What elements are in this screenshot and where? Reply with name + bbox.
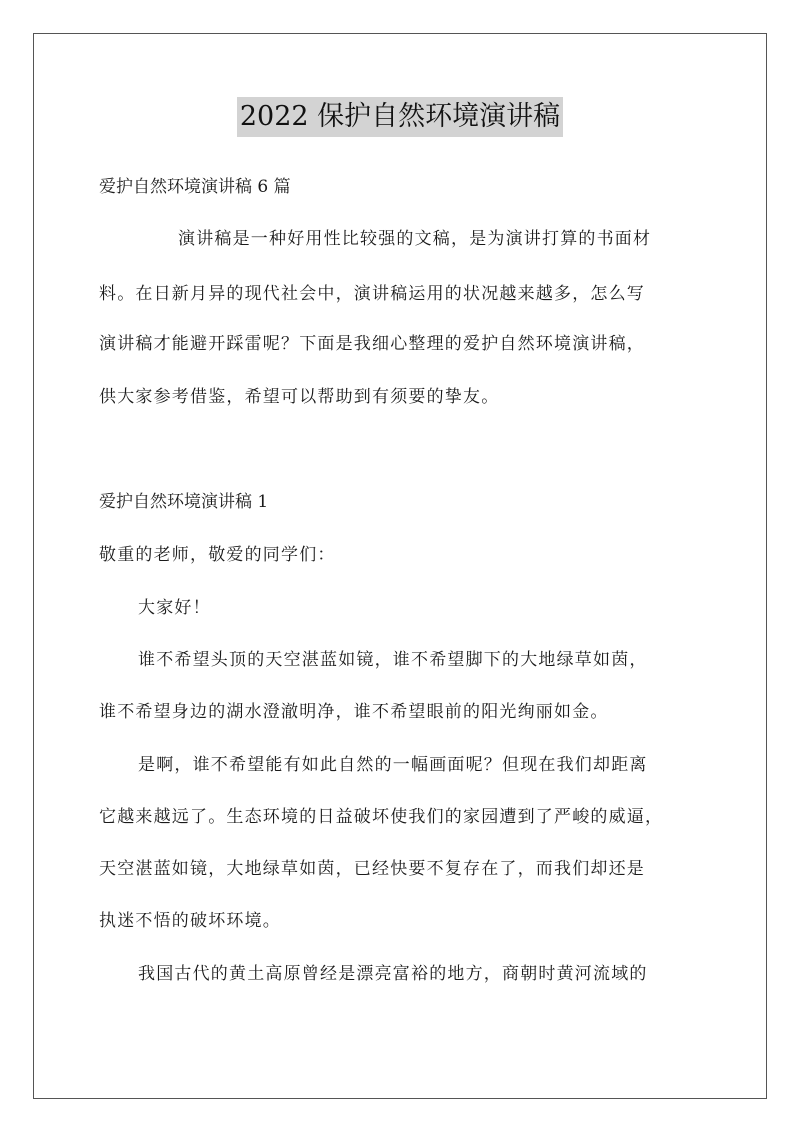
paragraph-line: 执迷不悟的破坏环境。 [99,911,281,931]
greeting: 大家好！ [138,598,211,618]
paragraph-line: 谁不希望头顶的天空湛蓝如镜，谁不希望脚下的大地绿草如茵， [138,650,648,670]
title-container [0,97,800,137]
paragraph-line: 谁不希望身边的湖水澄澈明净，谁不希望眼前的阳光绚丽如金。 [99,702,609,722]
intro-line: 演讲稿是一种好用性比较强的文稿，是为演讲打算的书面材 [178,229,652,249]
intro-line: 演讲稿才能避开踩雷呢？下面是我细心整理的爱护自然环境演讲稿， [99,334,645,354]
paragraph-line: 天空湛蓝如镜，大地绿草如茵，已经快要不复存在了，而我们却还是 [99,859,645,879]
section-heading: 爱护自然环境演讲稿 1 [99,492,269,512]
salutation: 敬重的老师，敬爱的同学们： [99,545,336,565]
paragraph-line: 它越来越远了。生态环境的日益破坏使我们的家园遭到了严峻的威逼， [99,807,664,827]
document-title: 2022 保护自然环境演讲稿 [237,97,563,137]
document-subtitle: 爱护自然环境演讲稿 6 篇 [99,177,291,197]
paragraph-line: 我国古代的黄土高原曾经是漂亮富裕的地方，商朝时黄河流域的 [138,964,648,984]
paragraph-line: 是啊，谁不希望能有如此自然的一幅画面呢？但现在我们却距离 [138,755,648,775]
intro-line: 供大家参考借鉴，希望可以帮助到有须要的挚友。 [99,387,500,407]
intro-line: 料。在日新月异的现代社会中，演讲稿运用的状况越来越多，怎么写 [99,284,645,304]
